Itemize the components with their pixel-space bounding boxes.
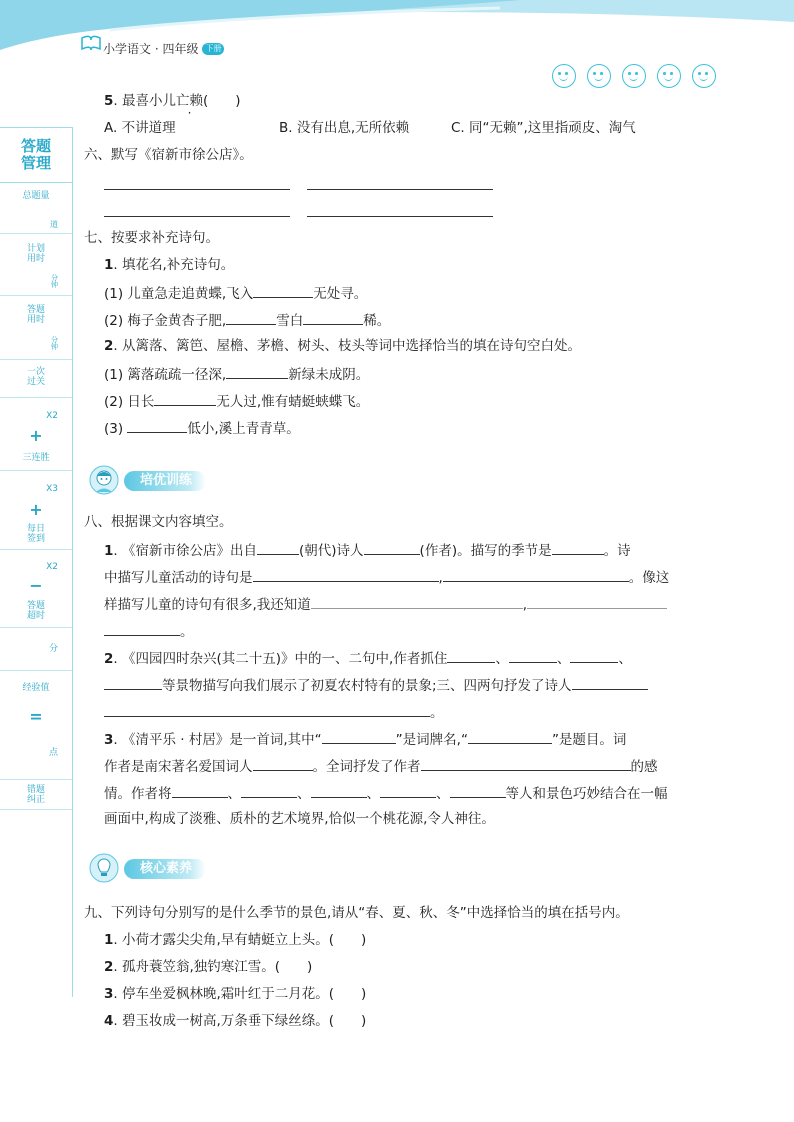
s7-q1a-pre: (1) 儿童急走追黄蝶,飞入	[104, 286, 254, 302]
recite-line[interactable]	[307, 216, 493, 217]
answer-blank[interactable]	[322, 729, 396, 744]
s7-q2c-pre: (3)	[104, 421, 128, 437]
s8-q1-l2-b: ,	[438, 570, 443, 586]
s7-q1-text: . 填花名,补充诗句。	[113, 257, 235, 273]
banner-advanced-training-label: 培优训练	[124, 471, 206, 491]
banner-advanced-training	[84, 468, 264, 494]
banner-core-literacy	[84, 856, 264, 882]
s8-q1-number: 1	[104, 543, 114, 559]
sidebar-daily-checkin: 每日 签到	[26, 524, 45, 544]
s8-q3-s1: 、	[227, 786, 241, 802]
s9-item-number: 3	[104, 986, 114, 1002]
answer-blank[interactable]	[257, 540, 299, 555]
s8-q1-l2-c: 。像这	[628, 570, 670, 586]
q5-option-a[interactable]: A. 不讲道理	[104, 120, 176, 136]
section8-title: 八、根据课文内容填空。	[84, 514, 233, 530]
s7-q2c	[104, 418, 300, 438]
s8-q2-l2-a: 等景物描写向我们展示了初夏农村特有的景象;三、四两句抒发了诗人	[162, 678, 572, 694]
answer-blank[interactable]	[570, 648, 618, 663]
s8-q1-l3-b: ,	[522, 597, 528, 613]
answer-blank[interactable]	[253, 756, 313, 771]
recite-line[interactable]	[307, 189, 493, 190]
grade-badge: 下册	[202, 43, 224, 55]
s8-q3-line1	[104, 729, 626, 749]
answer-blank[interactable]	[380, 783, 436, 798]
sidebar-total-questions: 总题量	[22, 191, 50, 201]
section7-title: 七、按要求补充诗句。	[84, 230, 219, 246]
s9-item-number: 2	[104, 959, 114, 975]
q5-option-b[interactable]: B. 没有出息,无所依赖	[279, 120, 410, 136]
sidebar-unit-points: 分	[48, 644, 58, 654]
sidebar-x2-b: X2	[46, 562, 58, 572]
s8-q3-l1-a: . 《清平乐 · 村居》是一首词,其中“	[113, 732, 322, 748]
answer-blank[interactable]	[364, 540, 420, 555]
sidebar-overtime: 答题 超时	[26, 601, 45, 621]
s8-q1-l3-a: 样描写儿童的诗句有很多,我还知道	[104, 597, 311, 613]
s8-q3-line2	[104, 756, 658, 776]
s8-q1-line1	[104, 540, 631, 560]
s8-q1-l1-c: (作者)。描写的季节是	[419, 543, 552, 559]
s8-q2-sep3: 、	[618, 651, 632, 667]
s7-q1b-post: 稀。	[363, 313, 391, 329]
s7-q2c-post: 低小,溪上青青草。	[187, 421, 300, 437]
answer-blank[interactable]	[450, 783, 506, 798]
s8-q3-l2-b: 。全词抒发了作者	[312, 759, 421, 775]
s7-q1a-post: 无处寻。	[313, 286, 368, 302]
sidebar-unit-minutes-2: 分 钟	[51, 336, 58, 351]
s8-q3-l3-a: 情。作者将	[104, 786, 172, 802]
sidebar-three-wins: 三连胜	[22, 453, 50, 463]
q5-blank[interactable]: ( )	[203, 93, 241, 109]
sidebar-heading-line2: 管理	[20, 154, 51, 172]
answer-blank[interactable]	[253, 283, 313, 298]
s9-item-number: 4	[104, 1013, 114, 1029]
answer-blank[interactable]	[443, 567, 629, 582]
s8-q1-l1-d: 。诗	[603, 543, 631, 559]
answer-blank[interactable]	[552, 540, 604, 555]
answer-blank[interactable]	[127, 418, 187, 433]
section6-title: 六、默写《宿新市徐公店》。	[84, 147, 253, 163]
s7-q1-number: 1	[104, 257, 114, 273]
answer-blank[interactable]	[468, 729, 552, 744]
sidebar-x3: X3	[46, 484, 58, 494]
s8-q3-s4: 、	[436, 786, 450, 802]
s8-q3-number: 3	[104, 732, 114, 748]
q5-dotted-word: 亡赖	[176, 93, 203, 109]
s9-item-text[interactable]: . 小荷才露尖尖角,早有蜻蜓立上头。( )	[113, 932, 367, 948]
s7-q1b-pre: (2) 梅子金黄杏子肥,	[104, 313, 227, 329]
sidebar-experience: 经验值	[22, 683, 50, 693]
s9-item	[104, 1012, 366, 1030]
s8-q3-line3	[104, 783, 668, 803]
s8-q1-l1-a: . 《宿新市徐公店》出自	[113, 543, 257, 559]
s7-q1b	[104, 310, 390, 330]
s8-q2-line1	[104, 648, 632, 668]
s9-item-text[interactable]: . 碧玉妆成一树高,万条垂下绿丝绦。( )	[113, 1013, 367, 1029]
s8-q2-line2	[104, 675, 648, 695]
s9-item	[104, 931, 366, 949]
answer-blank[interactable]	[104, 702, 430, 717]
sidebar-unit-questions: 道	[50, 220, 58, 229]
answer-blank[interactable]	[509, 648, 557, 663]
answer-blank[interactable]	[311, 594, 523, 609]
s8-q3-l3-b: 等人和景色巧妙结合在一幅	[505, 786, 668, 802]
lightbulb-mascot-icon	[84, 850, 124, 886]
s7-q2a	[104, 364, 369, 384]
sidebar-first-pass: 一次 过关	[26, 367, 45, 387]
recite-line[interactable]	[104, 216, 290, 217]
s8-q1-l1-b: (朝代)诗人	[299, 543, 364, 559]
s7-q2-number: 2	[104, 338, 114, 354]
answer-blank[interactable]	[572, 675, 648, 690]
answer-blank[interactable]	[104, 675, 162, 690]
s8-q3-l2-c: 的感	[630, 759, 658, 775]
q5-number: 5	[104, 93, 114, 109]
answer-blank[interactable]	[447, 648, 495, 663]
sidebar-heading-line1: 答题	[20, 137, 51, 155]
answer-blank[interactable]	[303, 310, 363, 325]
sidebar-unit-dots: 点	[48, 748, 58, 758]
sidebar-answer-time: 答题 用时	[26, 305, 45, 325]
s7-q2	[104, 337, 581, 355]
s8-q3-s3: 、	[366, 786, 380, 802]
section9-title: 九、下列诗句分别写的是什么季节的景色,请从“春、夏、秋、冬”中选择恰当的填在括号内。	[84, 905, 629, 921]
s7-q2b	[104, 391, 369, 411]
answer-blank[interactable]	[253, 567, 439, 582]
sidebar-minus-op: −	[29, 576, 43, 595]
s8-q3-s2: 、	[297, 786, 311, 802]
sidebar-planned-time: 计划 用时	[26, 244, 45, 264]
s8-q1-line2	[104, 567, 669, 587]
s7-q1b-mid: 雪白	[276, 313, 304, 329]
s8-q2-l3-end: 。	[430, 705, 444, 721]
s7-q2a-post: 新绿未成阴。	[288, 367, 370, 383]
answer-blank[interactable]	[104, 621, 180, 636]
s9-item-text[interactable]: . 孤舟蓑笠翁,独钓寒江雪。( )	[113, 959, 313, 975]
s8-q1-l2-a: 中描写儿童活动的诗句是	[104, 570, 253, 586]
s9-item-number: 1	[104, 932, 114, 948]
s8-q3-l1-c: ”是题目。词	[551, 732, 627, 748]
sidebar-error-correction: 错题 纠正	[26, 785, 45, 805]
sidebar-unit-minutes: 分 钟	[51, 274, 58, 289]
s7-q1a	[104, 283, 367, 303]
s9-item	[104, 958, 312, 976]
q5-option-c[interactable]: C. 同“无赖”,这里指顽皮、淘气	[451, 120, 636, 136]
s7-q2b-post: 无人过,惟有蜻蜓蛱蝶飞。	[216, 394, 370, 410]
s7-q2a-pre: (1) 篱落疏疏一径深,	[104, 367, 227, 383]
s8-q3-l2-a: 作者是南宋著名爱国词人	[104, 759, 253, 775]
answer-blank[interactable]	[241, 783, 297, 798]
s9-item	[104, 985, 366, 1003]
sidebar-plus-op-2: +	[29, 500, 43, 519]
s8-q2-sep2: 、	[556, 651, 571, 667]
header-title-text: 小学语文 · 四年级	[103, 42, 199, 56]
s8-q3-l1-b: ”是词牌名,“	[395, 732, 468, 748]
s8-q2-l1-a: . 《四园四时杂兴(其二十五)》中的一、二句中,作者抓住	[113, 651, 448, 667]
s9-item-text[interactable]: . 停车坐爱枫林晚,霜叶红于二月花。( )	[113, 986, 367, 1002]
s7-q2b-pre: (2) 日长	[104, 394, 155, 410]
s8-q3-line4: 画面中,构成了淡雅、质朴的艺术境界,恰似一个桃花源,令人神往。	[104, 811, 495, 827]
answer-blank[interactable]	[527, 594, 667, 609]
s7-q1	[104, 256, 234, 274]
sidebar-plus-op: +	[29, 426, 43, 445]
q5-stem	[104, 92, 241, 110]
s7-q2-text: . 从篱落、篱笆、屋檐、茅檐、树头、枝头等词中选择恰当的填在诗句空白处。	[113, 338, 581, 354]
banner-core-literacy-label: 核心素养	[124, 859, 206, 879]
s8-q2-number: 2	[104, 651, 114, 667]
s8-q2-line3	[104, 702, 444, 722]
answer-blank[interactable]	[421, 756, 631, 771]
answer-blank[interactable]	[226, 364, 288, 379]
answer-blank[interactable]	[226, 310, 276, 325]
s8-q2-sep1: 、	[495, 651, 509, 667]
student-mascot-icon	[84, 462, 124, 498]
q5-stem-pre: . 最喜小儿	[113, 93, 176, 109]
answer-blank[interactable]	[172, 783, 228, 798]
answer-blank[interactable]	[311, 783, 367, 798]
answer-blank[interactable]	[154, 391, 216, 406]
sidebar-equals-op: =	[29, 707, 43, 726]
sidebar-x2: X2	[46, 411, 58, 421]
s8-q1-line3	[104, 594, 667, 614]
recite-line[interactable]	[104, 189, 290, 190]
s8-q1-l4-end: 。	[180, 624, 194, 640]
s8-q1-line4	[104, 621, 194, 641]
